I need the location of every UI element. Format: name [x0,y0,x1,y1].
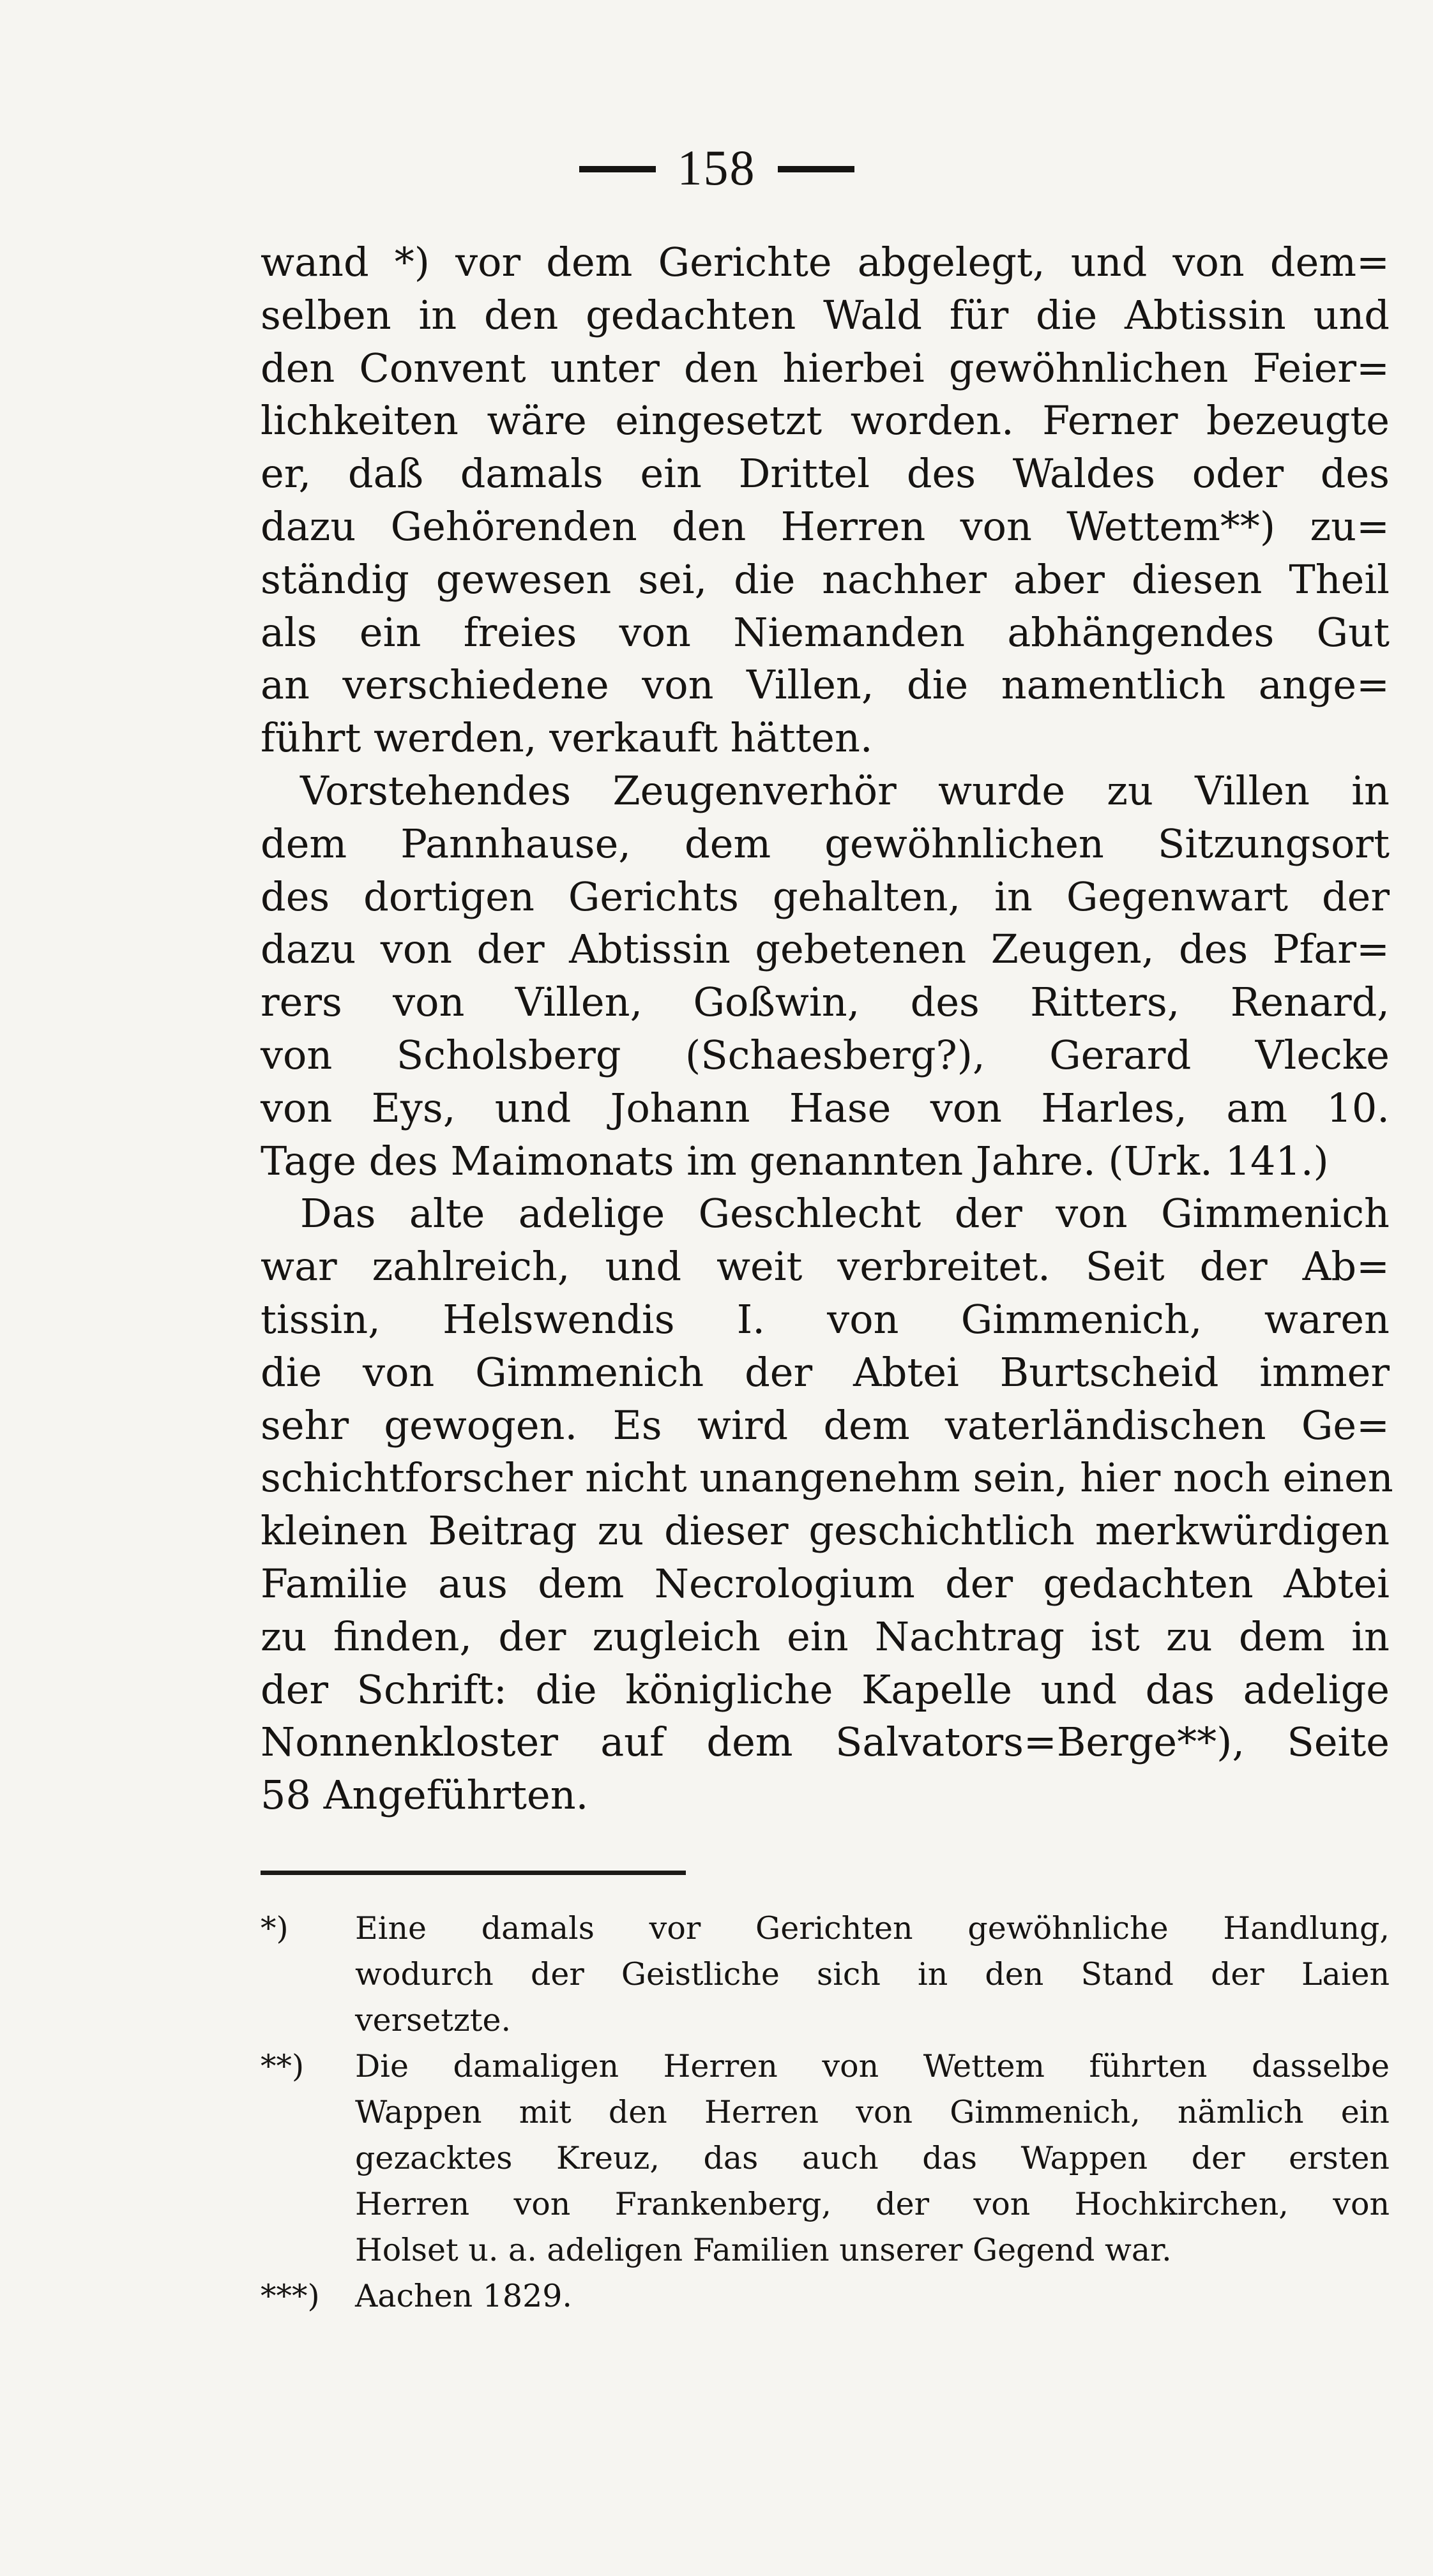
footnote [261,1906,1390,2044]
text-line: Das alte adelige Geschlecht der von Gimmenich [300,1190,1390,1237]
text-line: kleinen Beitrag zu dieser geschichtlich merkwürdigen [261,1507,1390,1555]
footnote-line: Holset u. a. adeligen Familien unserer Gegend war. [355,2232,1172,2268]
text-line: dazu von der Abtissin gebetenen Zeugen, des Pfar= [261,926,1390,973]
text-line: lichkeiten wäre eingesetzt worden. Ferner bezeugte [261,397,1390,444]
text-line: sehr gewogen. Es wird dem vaterländischen Ge= [261,1401,1390,1449]
text-line: an verschiedene von Villen, die namentlich ange= [261,661,1390,709]
text-line: als ein freies von Niemanden abhängendes Gut [261,608,1390,656]
text-line: von Scholsberg (Schaesberg?), Gerard Vlecke [261,1031,1390,1078]
header-dash-left [579,166,656,172]
page-header [0,139,1433,197]
footnote-line: Die damaligen Herren von Wettem führten dasselbe [355,2048,1390,2084]
text-line: er, daß damals ein Drittel des Waldes oder des [261,450,1390,497]
text-line: Nonnenkloster auf dem Salvators=Berge**), Seite [261,1719,1390,1766]
text-line: selben in den gedachten Wald für die Abtissin und [261,291,1390,338]
text-line: Tage des Maimonats im genannten Jahre. (Urk. 141.) [261,1137,1329,1184]
text-line: war zahlreich, und weit verbreitet. Seit der Ab= [261,1243,1390,1290]
text-line: tissin, Helswendis I. von Gimmenich, waren [261,1295,1390,1343]
footnote-line: gezacktes Kreuz, das auch das Wappen der ersten [355,2140,1390,2176]
text-line: der Schrift: die königliche Kapelle und das adelige [261,1666,1390,1713]
footnote-line: Herren von Frankenberg, der von Hochkirchen, von [355,2186,1390,2222]
footnote [261,2273,1390,2319]
text-line: die von Gimmenich der Abtei Burtscheid immer [261,1348,1390,1396]
footnote-separator [261,1871,686,1875]
text-line: ständig gewesen sei, die nachher aber diesen Theil [261,555,1390,603]
footnote-line: Aachen 1829. [355,2278,573,2314]
text-line: 58 Angeführten. [261,1772,589,1819]
text-line: zu finden, der zugleich ein Nachtrag ist zu dem in [261,1613,1390,1660]
text-line: des dortigen Gerichts gehalten, in Gegenwart der [261,873,1390,920]
footnote-text [355,1906,1390,2044]
text-line: dem Pannhause, dem gewöhnlichen Sitzungsort [261,820,1390,867]
footnote-marker: ***) [261,2278,320,2314]
text-line: führt werden, verkauft hätten. [261,714,873,762]
text-line: den Convent unter den hierbei gewöhnlichen Feier= [261,344,1390,391]
text-line: Familie aus dem Necrologium der gedachten Abtei [261,1560,1390,1607]
text-line: Vorstehendes Zeugenverhör wurde zu Villen in [300,767,1390,814]
footnote [261,2044,1390,2273]
footnotes [261,1906,1390,2319]
text-line: von Eys, und Johann Hase von Harles, am 10. [261,1084,1390,1131]
footnote-line: wodurch der Geistliche sich in den Stand der Laien [355,1956,1390,1992]
main-text [261,236,1393,1822]
text-line: dazu Gehörenden den Herren von Wettem**) zu= [261,502,1390,550]
footnote-marker: **) [261,2048,305,2084]
footnote-text [355,2044,1390,2273]
footnote-line: Eine damals vor Gerichten gewöhnliche Handlung, [355,1910,1390,1947]
footnote-line: Wappen mit den Herren von Gimmenich, nämlich ein [355,2094,1390,2130]
footnote-marker: *) [261,1910,289,1947]
footnote-line: versetzte. [355,2002,512,2038]
text-line: schichtforscher nicht unangenehm sein, hier noch einen [261,1454,1393,1502]
page-number: 158 [677,140,756,195]
header-dash-right [778,166,854,172]
text-line: wand *) vor dem Gerichte abgelegt, und von dem= [261,239,1390,285]
text-line: rers von Villen, Goßwin, des Ritters, Renard, [261,979,1390,1026]
footnote-text [355,2273,1390,2319]
